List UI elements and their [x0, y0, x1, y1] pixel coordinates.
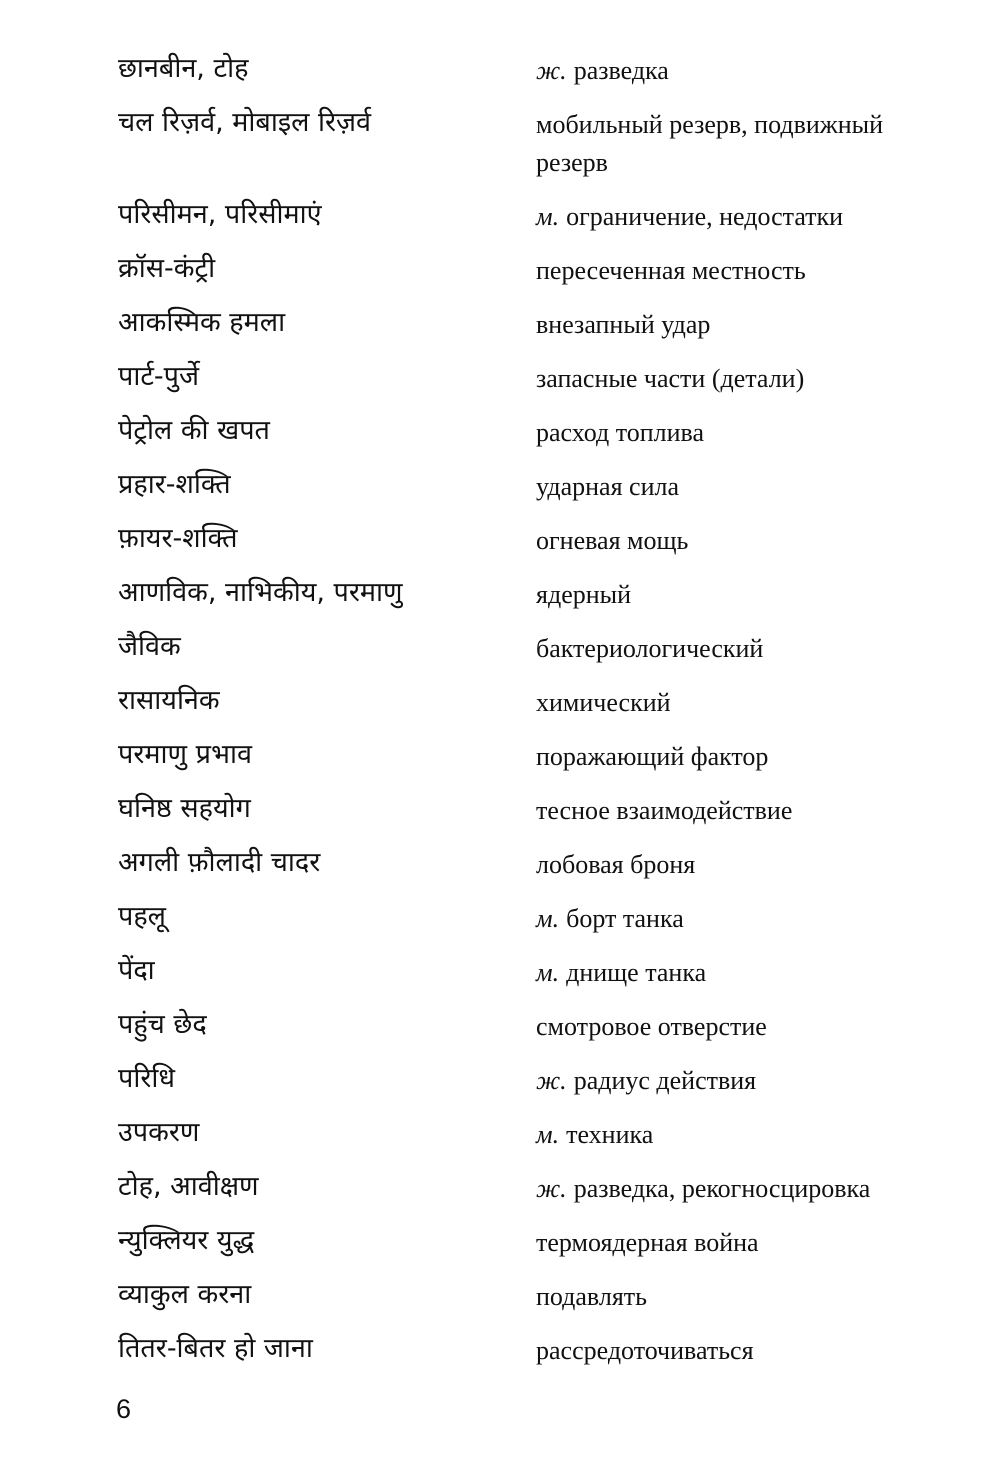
- glossary-entry: [118, 1276, 958, 1316]
- russian-translation: [536, 358, 958, 398]
- translation-text: бактериологический: [536, 634, 764, 663]
- hindi-term: जैविक: [118, 631, 181, 662]
- russian-translation: [536, 790, 958, 830]
- translation-text: разведка, рекогносцировка: [573, 1174, 871, 1203]
- russian-translation: [536, 196, 958, 236]
- translation-text: химический: [536, 688, 671, 717]
- russian-translation: [536, 736, 958, 776]
- glossary-list: [118, 50, 958, 1384]
- glossary-entry: [118, 1060, 958, 1100]
- russian-translation: [536, 1006, 958, 1046]
- glossary-entry: [118, 682, 958, 722]
- hindi-term: आकस्मिक हमला: [118, 307, 286, 338]
- glossary-entry: [118, 358, 958, 398]
- glossary-entry: [118, 250, 958, 290]
- russian-translation: [536, 1060, 958, 1100]
- hindi-term: पार्ट-पुर्जे: [118, 361, 200, 392]
- hindi-term: चल रिज़र्व, मोबाइल रिज़र्व: [118, 107, 372, 138]
- translation-text: смотровое отверстие: [536, 1012, 767, 1041]
- glossary-entry: [118, 628, 958, 668]
- glossary-entry: [118, 104, 958, 182]
- translation-text: термоядерная война: [536, 1228, 759, 1257]
- gender-marker: м.: [536, 202, 560, 231]
- gender-marker: ж.: [536, 1174, 567, 1203]
- glossary-entry: [118, 790, 958, 830]
- hindi-term: घनिष्ठ सहयोग: [118, 793, 251, 824]
- glossary-entry: [118, 520, 958, 560]
- russian-translation: [536, 844, 958, 884]
- hindi-term: परिधि: [118, 1063, 175, 1094]
- translation-text: расход топлива: [536, 418, 705, 447]
- russian-translation: [536, 1168, 958, 1208]
- russian-translation: [536, 1222, 958, 1262]
- glossary-entry: [118, 1114, 958, 1154]
- translation-text: ударная сила: [536, 472, 680, 501]
- glossary-entry: [118, 1168, 958, 1208]
- hindi-term: फ़ायर-शक्ति: [118, 523, 238, 554]
- glossary-entry: [118, 736, 958, 776]
- glossary-entry: [118, 304, 958, 344]
- translation-text: внезапный удар: [536, 310, 711, 339]
- glossary-entry: [118, 844, 958, 884]
- russian-translation: [536, 952, 958, 992]
- hindi-term: न्युक्लियर युद्ध: [118, 1225, 255, 1256]
- hindi-term: परिसीमन, परिसीमाएं: [118, 199, 322, 230]
- translation-text: огневая мощь: [536, 526, 689, 555]
- hindi-term: पहलू: [118, 901, 166, 932]
- russian-translation: [536, 250, 958, 290]
- translation-text: техника: [566, 1120, 654, 1149]
- translation-text: мобильный резерв, подвижный резерв: [536, 110, 884, 177]
- gender-marker: м.: [536, 958, 560, 987]
- hindi-term: परमाणु प्रभाव: [118, 739, 252, 770]
- glossary-entry: [118, 574, 958, 614]
- russian-translation: [536, 574, 958, 614]
- glossary-entry: [118, 196, 958, 236]
- hindi-term: व्याकुल करना: [118, 1279, 252, 1310]
- hindi-term: तितर-बितर हो जाना: [118, 1333, 313, 1364]
- gender-marker: м.: [536, 1120, 560, 1149]
- translation-text: тесное взаимодействие: [536, 796, 793, 825]
- russian-translation: [536, 898, 958, 938]
- russian-translation: [536, 1114, 958, 1154]
- russian-translation: [536, 628, 958, 668]
- hindi-term: पहुंच छेद: [118, 1009, 207, 1040]
- translation-text: запасные части (детали): [536, 364, 805, 393]
- hindi-term: पेंदा: [118, 955, 155, 986]
- russian-translation: [536, 412, 958, 452]
- page-number: 6: [116, 1394, 132, 1424]
- hindi-term: क्रॉस-कंट्री: [118, 253, 216, 284]
- glossary-entry: [118, 1330, 958, 1370]
- hindi-term: प्रहार-शक्ति: [118, 469, 231, 500]
- russian-translation: [536, 1330, 958, 1370]
- glossary-entry: [118, 412, 958, 452]
- russian-translation: [536, 520, 958, 560]
- glossary-entry: [118, 466, 958, 506]
- hindi-term: आणविक, नाभिकीय, परमाणु: [118, 577, 403, 608]
- russian-translation: [536, 304, 958, 344]
- russian-translation: [536, 466, 958, 506]
- hindi-term: छानबीन, टोह: [118, 53, 249, 84]
- gender-marker: м.: [536, 904, 560, 933]
- glossary-entry: [118, 898, 958, 938]
- russian-translation: [536, 682, 958, 722]
- gender-marker: ж.: [536, 56, 567, 85]
- hindi-term: उपकरण: [118, 1117, 200, 1148]
- glossary-entry: [118, 50, 958, 90]
- hindi-term: टोह, आवीक्षण: [118, 1171, 259, 1202]
- translation-text: разведка: [573, 56, 669, 85]
- glossary-entry: [118, 1222, 958, 1262]
- russian-translation: [536, 1276, 958, 1316]
- translation-text: ограничение, недостатки: [566, 202, 844, 231]
- translation-text: ядерный: [536, 580, 632, 609]
- glossary-entry: [118, 952, 958, 992]
- translation-text: поражающий фактор: [536, 742, 769, 771]
- translation-text: борт танка: [566, 904, 684, 933]
- hindi-term: रासायनिक: [118, 685, 220, 716]
- russian-translation: [536, 50, 958, 90]
- glossary-entry: [118, 1006, 958, 1046]
- translation-text: лобовая броня: [536, 850, 696, 879]
- translation-text: пересеченная местность: [536, 256, 806, 285]
- hindi-term: पेट्रोल की खपत: [118, 415, 270, 446]
- translation-text: подавлять: [536, 1282, 648, 1311]
- gender-marker: ж.: [536, 1066, 567, 1095]
- translation-text: радиус действия: [573, 1066, 757, 1095]
- translation-text: днище танка: [566, 958, 707, 987]
- translation-text: рассредоточиваться: [536, 1336, 754, 1365]
- russian-translation: [536, 104, 958, 182]
- hindi-term: अगली फ़ौलादी चादर: [118, 847, 321, 878]
